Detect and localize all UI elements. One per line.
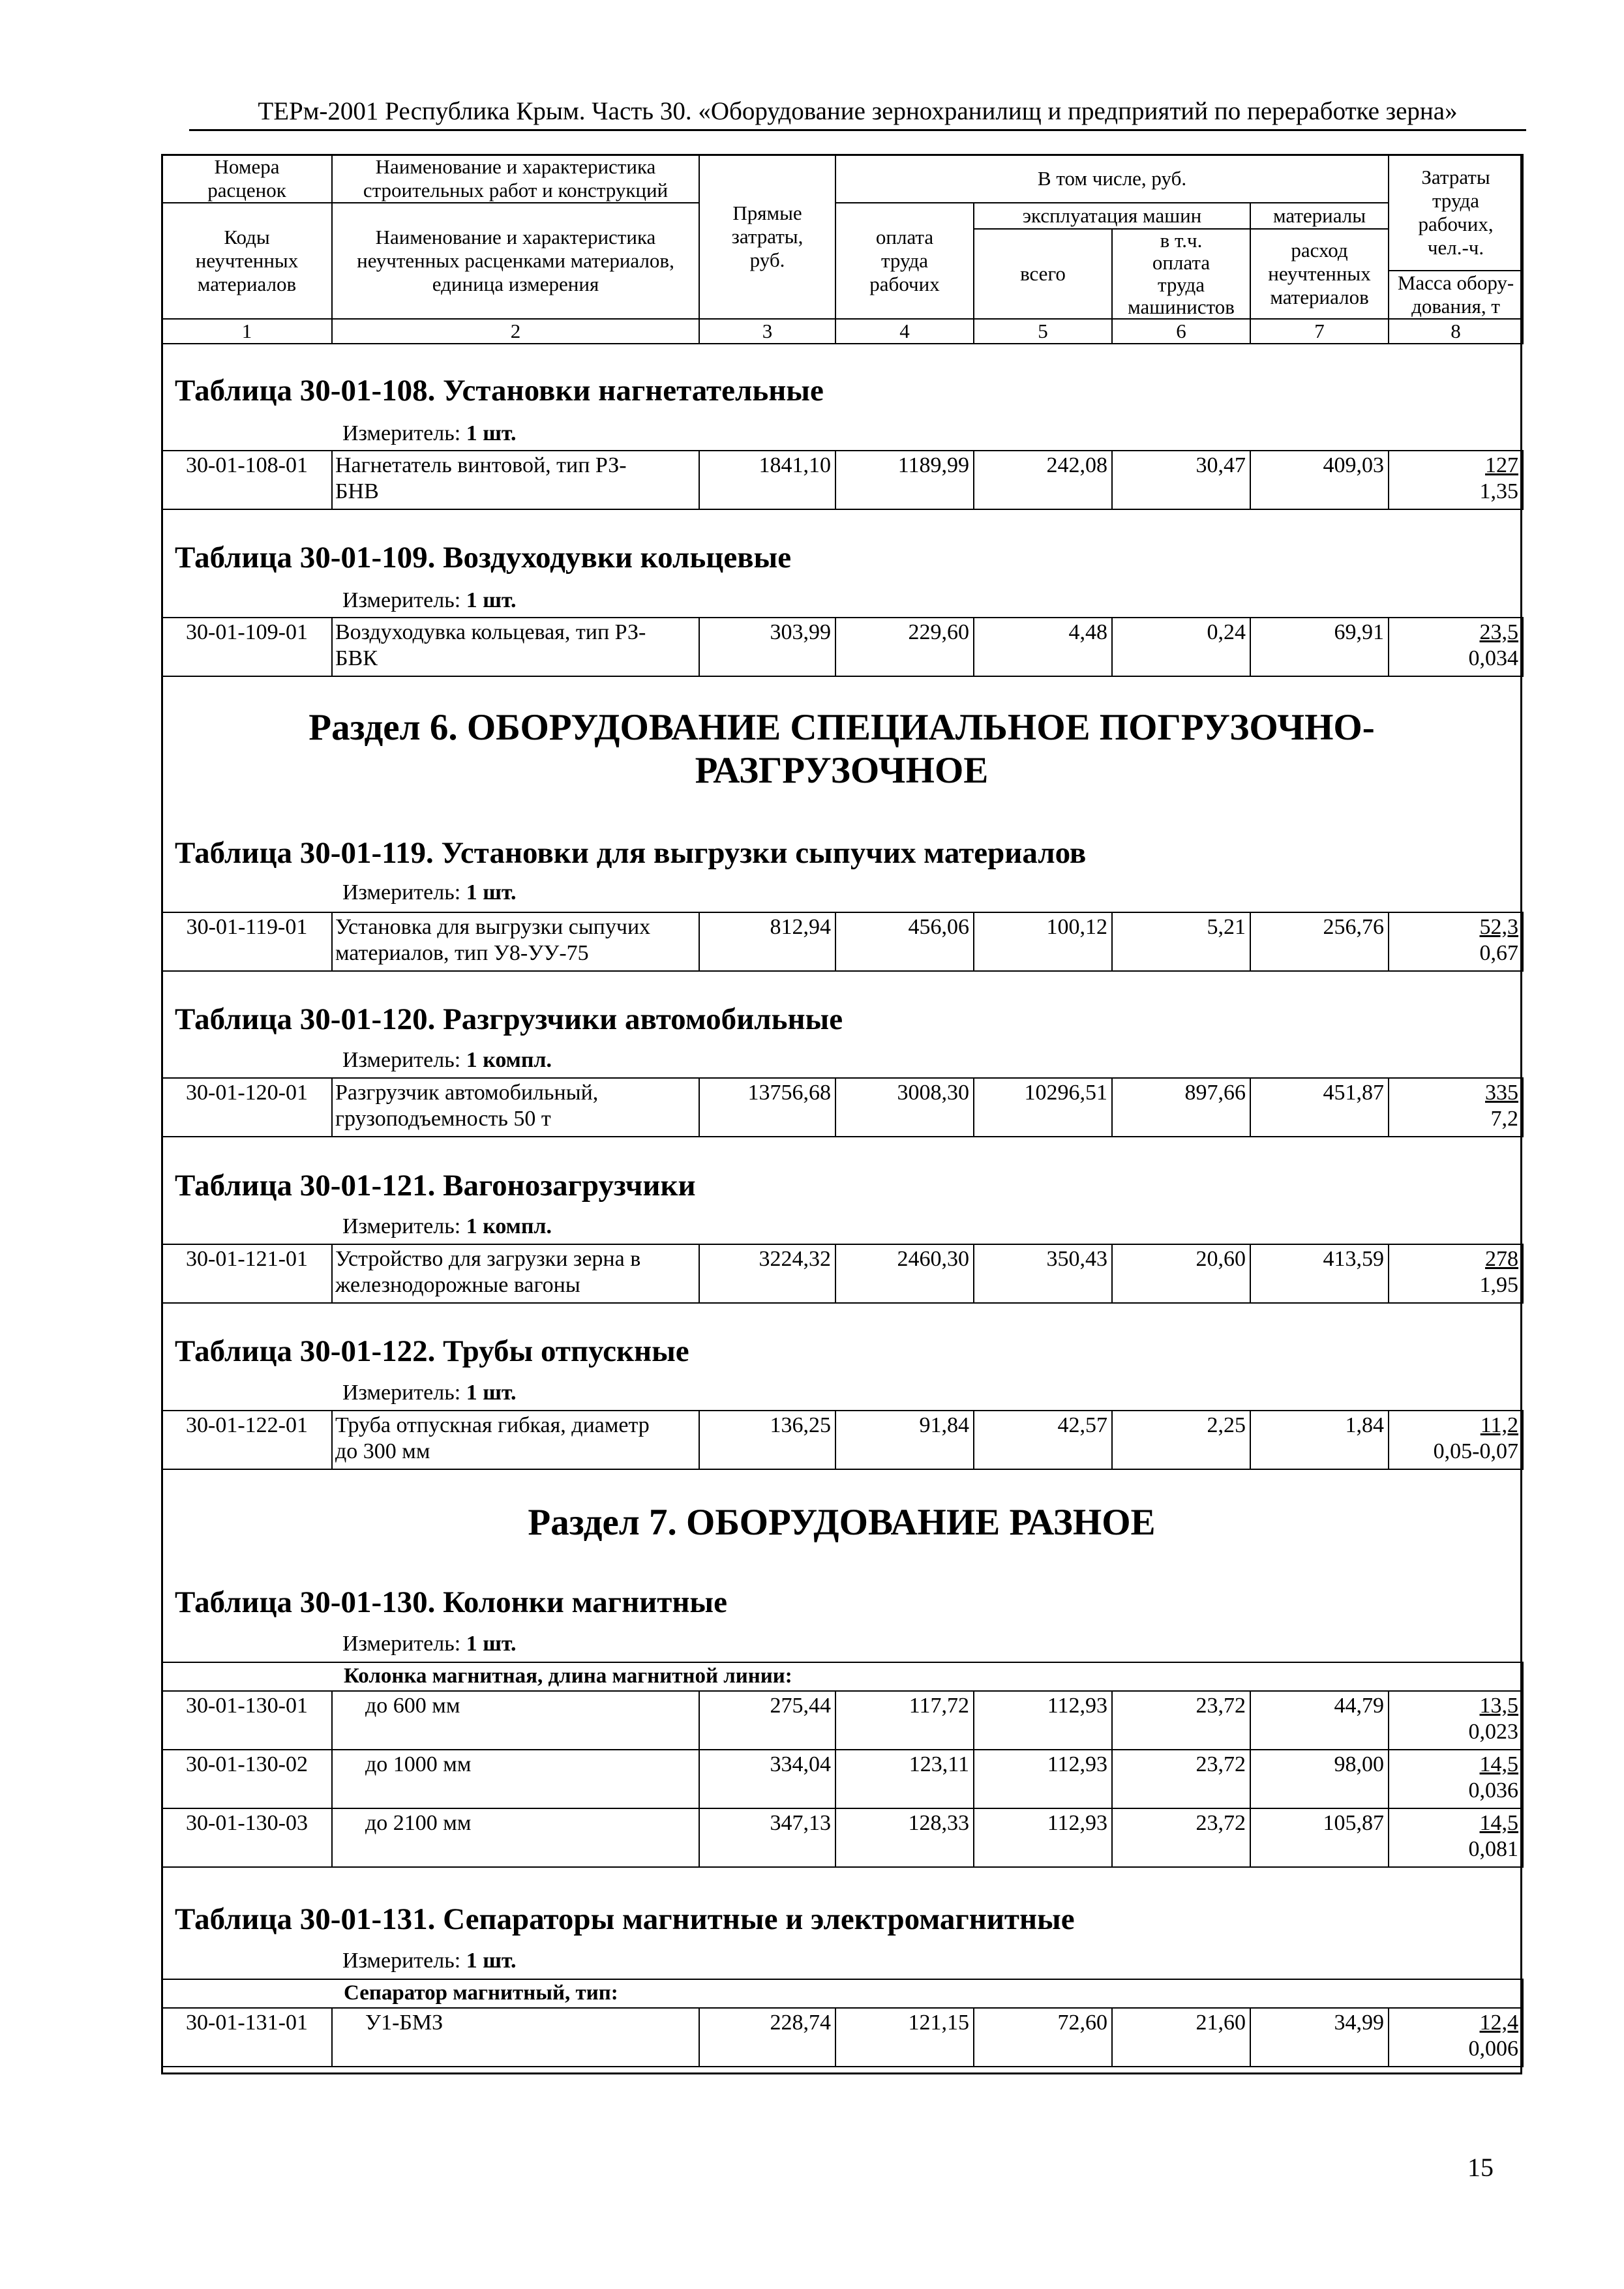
machines-cost: 42,57 xyxy=(974,1411,1112,1469)
operators-cost: 897,66 xyxy=(1112,1078,1250,1137)
materials-cost: 451,87 xyxy=(1250,1078,1389,1137)
table-subheader: Сепаратор магнитный, тип: xyxy=(162,1979,1523,2008)
header-rule xyxy=(189,129,1526,131)
labor-hours-mass: 12,4 0,006 xyxy=(1389,2008,1523,2067)
rate-code: 30-01-130-01 xyxy=(162,1691,332,1750)
table-title: Таблица 30-01-130. Колонки магнитные xyxy=(175,1585,727,1619)
direct-cost: 347,13 xyxy=(699,1808,835,1867)
rate-code: 30-01-122-01 xyxy=(162,1411,332,1469)
operators-cost: 23,72 xyxy=(1112,1750,1250,1808)
table-row xyxy=(162,1078,1523,1137)
table-title: Таблица 30-01-120. Разгрузчики автомобильные xyxy=(175,1002,843,1036)
labor-hours-mass: 23,5 0,034 xyxy=(1389,618,1523,676)
labor-hours-mass: 335 7,2 xyxy=(1389,1078,1523,1137)
direct-cost: 228,74 xyxy=(699,2008,835,2067)
labor-cost: 117,72 xyxy=(835,1691,974,1750)
rate-table xyxy=(161,1077,1524,1137)
col2-top-header: Наименование и характеристика строительных работ и конструкций xyxy=(332,155,699,203)
operators-cost: 23,72 xyxy=(1112,1808,1250,1867)
labor-cost: 456,06 xyxy=(835,912,974,971)
direct-cost: 1841,10 xyxy=(699,451,835,509)
rate-table xyxy=(161,1662,1524,1868)
column-number: 6 xyxy=(1112,319,1250,344)
labor-hours-mass: 11,2 0,05-0,07 xyxy=(1389,1411,1523,1469)
materials-cost: 409,03 xyxy=(1250,451,1389,509)
meter: Измеритель: 1 компл. xyxy=(342,1214,552,1238)
table-title: Таблица 30-01-122. Трубы отпускные xyxy=(175,1334,689,1368)
col1-bottom-header: Коды неучтенных материалов xyxy=(162,203,332,319)
rate-code: 30-01-130-02 xyxy=(162,1750,332,1808)
direct-cost: 334,04 xyxy=(699,1750,835,1808)
rate-name: Нагнетатель винтовой, тип РЗ- БНВ xyxy=(332,451,699,509)
rate-name: Воздуходувка кольцевая, тип РЗ- БВК xyxy=(332,618,699,676)
table-subheader-row xyxy=(162,1662,1523,1691)
rate-name: Устройство для загрузки зерна в железнодорожные вагоны xyxy=(332,1244,699,1303)
table-subheader-row xyxy=(162,1979,1523,2008)
machines-cost: 242,08 xyxy=(974,451,1112,509)
labor-cost: 128,33 xyxy=(835,1808,974,1867)
rate-code: 30-01-121-01 xyxy=(162,1244,332,1303)
table-title: Таблица 30-01-119. Установки для выгрузки сыпучих материалов xyxy=(175,836,1087,870)
direct-cost: 3224,32 xyxy=(699,1244,835,1303)
column-number: 4 xyxy=(835,319,974,344)
col7-header: расход неучтенных материалов xyxy=(1250,229,1389,319)
labor-cost: 1189,99 xyxy=(835,451,974,509)
labor-cost: 3008,30 xyxy=(835,1078,974,1137)
page-number: 15 xyxy=(1467,2153,1494,2182)
meter: Измеритель: 1 шт. xyxy=(342,880,517,905)
materials-cost: 256,76 xyxy=(1250,912,1389,971)
column-number: 3 xyxy=(699,319,835,344)
table-row xyxy=(162,1244,1523,1303)
table-row xyxy=(162,1750,1523,1808)
meter: Измеритель: 1 шт. xyxy=(342,1381,517,1405)
operators-cost: 23,72 xyxy=(1112,1691,1250,1750)
column-number: 5 xyxy=(974,319,1112,344)
col3-header: Прямые затраты, руб. xyxy=(699,155,835,319)
rate-table xyxy=(161,1244,1524,1304)
materials-cost: 69,91 xyxy=(1250,618,1389,676)
labor-cost: 123,11 xyxy=(835,1750,974,1808)
rate-name: до 600 мм xyxy=(332,1691,699,1750)
materials-cost: 1,84 xyxy=(1250,1411,1389,1469)
rate-name: Труба отпускная гибкая, диаметр до 300 мм xyxy=(332,1411,699,1469)
rate-name: до 1000 мм xyxy=(332,1750,699,1808)
table-title: Таблица 30-01-108. Установки нагнетательные xyxy=(175,374,824,408)
rate-name: У1-БМЗ xyxy=(332,2008,699,2067)
direct-cost: 275,44 xyxy=(699,1691,835,1750)
rate-name: Установка для выгрузки сыпучих материалов, тип У8-УУ-75 xyxy=(332,912,699,971)
machines-header: эксплуатация машин xyxy=(974,203,1250,229)
column-number: 7 xyxy=(1250,319,1389,344)
direct-cost: 812,94 xyxy=(699,912,835,971)
rate-table xyxy=(161,450,1524,510)
section-heading: Раздел 6. ОБОРУДОВАНИЕ СПЕЦИАЛЬНОЕ ПОГРУЗОЧНО- РАЗГРУЗОЧНОЕ xyxy=(308,707,1375,791)
machines-cost: 112,93 xyxy=(974,1808,1112,1867)
materials-cost: 413,59 xyxy=(1250,1244,1389,1303)
meter: Измеритель: 1 компл. xyxy=(342,1048,552,1072)
labor-cost: 229,60 xyxy=(835,618,974,676)
materials-cost: 44,79 xyxy=(1250,1691,1389,1750)
col2-bottom-header: Наименование и характеристика неучтенных расценками материалов, единица измерения xyxy=(332,203,699,319)
labor-cost: 2460,30 xyxy=(835,1244,974,1303)
meter: Измеритель: 1 шт. xyxy=(342,1632,517,1656)
operators-cost: 30,47 xyxy=(1112,451,1250,509)
col8-bottom-header: Масса обору- дования, т xyxy=(1389,271,1523,319)
table-row xyxy=(162,451,1523,509)
rate-table xyxy=(161,1979,1524,2067)
col4-header: оплата труда рабочих xyxy=(835,203,974,319)
labor-hours-mass: 52,3 0,67 xyxy=(1389,912,1523,971)
operators-cost: 21,60 xyxy=(1112,2008,1250,2067)
labor-cost: 91,84 xyxy=(835,1411,974,1469)
labor-hours-mass: 127 1,35 xyxy=(1389,451,1523,509)
machines-cost: 350,43 xyxy=(974,1244,1112,1303)
column-number: 1 xyxy=(162,319,332,344)
operators-cost: 5,21 xyxy=(1112,912,1250,971)
meter: Измеритель: 1 шт. xyxy=(342,421,517,445)
materials-cost: 98,00 xyxy=(1250,1750,1389,1808)
labor-cost: 121,15 xyxy=(835,2008,974,2067)
col6-header: в т.ч. оплата труда машинистов xyxy=(1112,229,1250,319)
column-number: 8 xyxy=(1389,319,1523,344)
table-row xyxy=(162,2008,1523,2067)
rate-code: 30-01-131-01 xyxy=(162,2008,332,2067)
table-title: Таблица 30-01-121. Вагонозагрузчики xyxy=(175,1169,696,1203)
rate-name: до 2100 мм xyxy=(332,1808,699,1867)
rate-name: Разгрузчик автомобильный, грузоподъемность 50 т xyxy=(332,1078,699,1137)
column-number: 2 xyxy=(332,319,699,344)
rate-table xyxy=(161,912,1524,972)
operators-cost: 20,60 xyxy=(1112,1244,1250,1303)
labor-hours-mass: 14,5 0,036 xyxy=(1389,1750,1523,1808)
labor-hours-mass: 13,5 0,023 xyxy=(1389,1691,1523,1750)
labor-hours-mass: 14,5 0,081 xyxy=(1389,1808,1523,1867)
direct-cost: 13756,68 xyxy=(699,1078,835,1137)
machines-cost: 4,48 xyxy=(974,618,1112,676)
meter: Измеритель: 1 шт. xyxy=(342,588,517,612)
group-header: В том числе, руб. xyxy=(835,155,1389,203)
materials-cost: 105,87 xyxy=(1250,1808,1389,1867)
direct-cost: 136,25 xyxy=(699,1411,835,1469)
operators-cost: 0,24 xyxy=(1112,618,1250,676)
rate-table xyxy=(161,1410,1524,1470)
col5-header: всего xyxy=(974,229,1112,319)
operators-cost: 2,25 xyxy=(1112,1411,1250,1469)
col1-top-header: Номера расценок xyxy=(162,155,332,203)
rate-code: 30-01-119-01 xyxy=(162,912,332,971)
rate-code: 30-01-109-01 xyxy=(162,618,332,676)
machines-cost: 112,93 xyxy=(974,1691,1112,1750)
rate-code: 30-01-108-01 xyxy=(162,451,332,509)
machines-cost: 10296,51 xyxy=(974,1078,1112,1137)
table-row xyxy=(162,1411,1523,1469)
table-row xyxy=(162,618,1523,676)
materials-cost: 34,99 xyxy=(1250,2008,1389,2067)
table-row xyxy=(162,912,1523,971)
rate-code: 30-01-130-03 xyxy=(162,1808,332,1867)
labor-hours-mass: 278 1,95 xyxy=(1389,1244,1523,1303)
rate-code: 30-01-120-01 xyxy=(162,1078,332,1137)
direct-cost: 303,99 xyxy=(699,618,835,676)
table-row xyxy=(162,1691,1523,1750)
table-row xyxy=(162,1808,1523,1867)
table-title: Таблица 30-01-131. Сепараторы магнитные и электромагнитные xyxy=(175,1902,1075,1936)
machines-cost: 72,60 xyxy=(974,2008,1112,2067)
machines-cost: 112,93 xyxy=(974,1750,1112,1808)
page-header-title: ТЕРм-2001 Республика Крым. Часть 30. «Оборудование зернохранилищ и предприятий по переработке зерна» xyxy=(258,97,1458,125)
machines-cost: 100,12 xyxy=(974,912,1112,971)
table-subheader: Колонка магнитная, длина магнитной линии: xyxy=(162,1662,1523,1691)
meter: Измеритель: 1 шт. xyxy=(342,1949,517,1973)
section-heading: Раздел 7. ОБОРУДОВАНИЕ РАЗНОЕ xyxy=(528,1502,1156,1543)
col8-top-header: Затраты труда рабочих, чел.-ч. xyxy=(1389,155,1523,271)
rate-table xyxy=(161,617,1524,677)
materials-header: материалы xyxy=(1250,203,1389,229)
table-title: Таблица 30-01-109. Воздуходувки кольцевые xyxy=(175,541,792,575)
column-header-table xyxy=(161,154,1524,344)
